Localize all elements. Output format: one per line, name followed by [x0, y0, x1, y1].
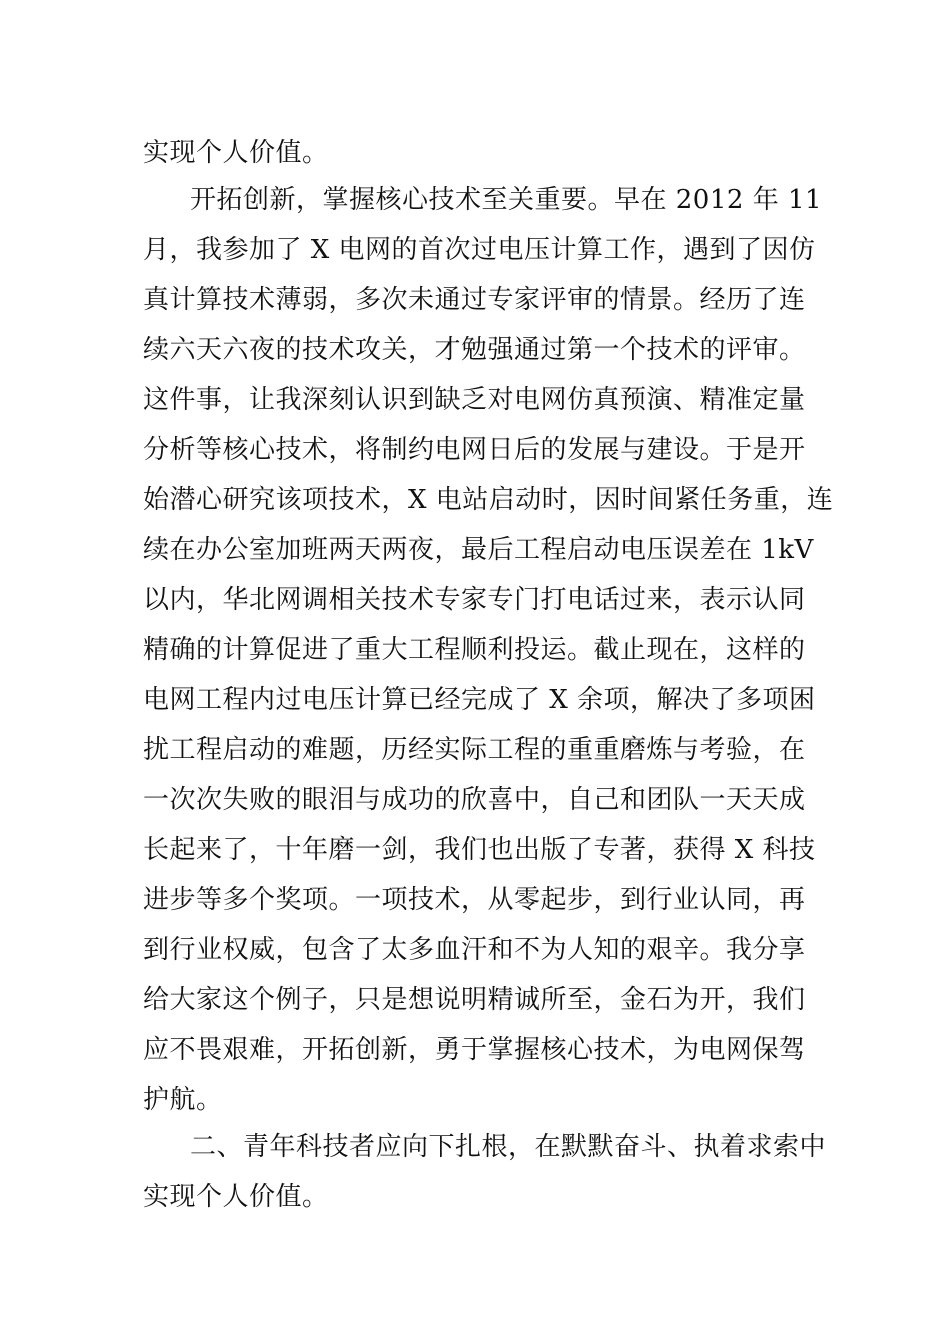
text-line: 进步等多个奖项。一项技术，从零起步，到行业认同，再 [143, 885, 806, 915]
text-line: 这件事，让我深刻认识到缺乏对电网仿真预演、精准定量 [143, 385, 806, 415]
text-line: 实现个人价值。 [143, 1182, 329, 1212]
text-line: 以内，华北网调相关技术专家专门打电话过来，表示认同 [143, 585, 806, 615]
text-line: 应不畏艰难，开拓创新，勇于掌握核心技术，为电网保驾 [143, 1035, 806, 1065]
text-line: 续在办公室加班两天两夜，最后工程启动电压误差在 1kV [143, 535, 814, 565]
text-line: 真计算技术薄弱，多次未通过专家评审的情景。经历了连 [143, 285, 806, 315]
text-line: 到行业权威，包含了太多血汗和不为人知的艰辛。我分享 [143, 935, 806, 965]
text-line: 护航。 [143, 1085, 223, 1115]
text-line: 长起来了，十年磨一剑，我们也出版了专著，获得 X 科技 [143, 835, 816, 865]
text-line: 续六天六夜的技术攻关，才勉强通过第一个技术的评审。 [143, 335, 806, 365]
text-line: 月，我参加了 X 电网的首次过电压计算工作，遇到了因仿 [143, 235, 816, 265]
text-line: 一次次失败的眼泪与成功的欣喜中，自己和团队一天天成 [143, 785, 806, 815]
text-line: 给大家这个例子，只是想说明精诚所至，金石为开，我们 [143, 985, 806, 1015]
text-line: 始潜心研究该项技术，X 电站启动时，因时间紧任务重，连 [143, 485, 834, 515]
text-line: 扰工程启动的难题，历经实际工程的重重磨炼与考验，在 [143, 735, 806, 765]
paragraph-start-line: 开拓创新，掌握核心技术至关重要。早在 2012 年 11 [190, 185, 823, 215]
text-line: 精确的计算促进了重大工程顺利投运。截止现在，这样的 [143, 635, 806, 665]
section-heading-line: 二、青年科技者应向下扎根，在默默奋斗、执着求索中 [190, 1132, 827, 1162]
text-line: 电网工程内过电压计算已经完成了 X 余项，解决了多项困 [143, 685, 816, 715]
text-line: 实现个人价值。 [143, 138, 329, 168]
text-line: 分析等核心技术，将制约电网日后的发展与建设。于是开 [143, 435, 806, 465]
